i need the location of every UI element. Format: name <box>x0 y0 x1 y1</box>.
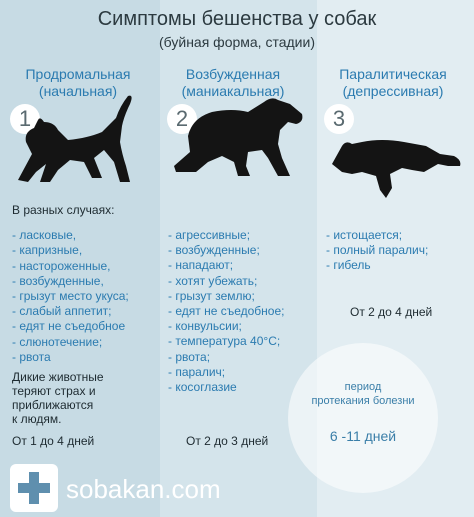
list-item: - конвульсии; <box>168 319 242 334</box>
stage-1-title: Продромальная (начальная) <box>25 66 131 99</box>
list-item: - капризные, <box>12 243 83 258</box>
stage-3-title: Паралитическая (депрессивная) <box>339 66 447 99</box>
list-item: - настороженные, <box>12 258 111 273</box>
paralyzed-dog-silhouette <box>328 132 466 202</box>
stage-2-number: 2 <box>167 104 197 134</box>
list-item: - агрессивные; <box>168 228 251 242</box>
list-item: - возбужденные, <box>12 273 104 288</box>
list-item: - едят не съедобное <box>12 319 126 334</box>
list-item: - слюнотечение; <box>12 334 103 349</box>
cross-horizontal-bar <box>18 483 50 493</box>
period-label: период протекания болезни <box>311 381 415 407</box>
period-circle <box>288 343 438 493</box>
wild-animals-note: Дикие животные теряют страх и приближаются к людям. <box>12 370 104 426</box>
list-item: - температура 40°С; <box>168 334 281 349</box>
brand-name: sobakan.com <box>66 474 221 504</box>
list-item: - хотят убежать; <box>168 273 258 288</box>
stage-3-duration: От 2 до 4 дней <box>350 305 433 319</box>
stage-2-symptom-list <box>168 228 284 395</box>
list-item: - рвота <box>12 349 51 364</box>
stage-1-intro: В разных случаях: <box>12 203 115 217</box>
list-item: - грызут место укуса; <box>12 289 129 304</box>
playful-dog-silhouette <box>10 92 138 188</box>
stage-1-number: 1 <box>10 104 40 134</box>
list-item: - грызут землю; <box>168 288 255 303</box>
list-item: - едят не съедобное; <box>168 304 285 319</box>
list-item: - гибель <box>326 258 371 273</box>
stage-1-duration: От 1 до 4 дней <box>12 434 95 448</box>
list-item: - слабый аппетит; <box>12 304 112 319</box>
stage-1-symptom-list <box>12 203 129 365</box>
page-subtitle: (буйная форма, стадии) <box>159 34 315 50</box>
list-item: - нападают; <box>168 258 234 273</box>
stage-2-duration: От 2 до 3 дней <box>186 434 269 448</box>
list-item: - косоглазие <box>168 380 237 395</box>
stage-3-number: 3 <box>324 104 354 134</box>
list-item: - истощается; <box>326 228 403 242</box>
list-item: - полный паралич; <box>326 243 429 258</box>
list-item: - рвота; <box>168 349 211 364</box>
list-item: - возбужденные; <box>168 243 260 258</box>
aggressive-dog-silhouette <box>168 92 306 180</box>
stage-3-symptom-list <box>326 228 428 274</box>
list-item: - ласковые, <box>12 228 77 243</box>
period-value: 6 -11 дней <box>329 428 397 444</box>
stage-2-title: Возбужденная (маниакальная) <box>181 66 285 99</box>
page-title: Симптомы бешенства у собак <box>97 8 377 30</box>
list-item: - паралич; <box>168 364 226 379</box>
